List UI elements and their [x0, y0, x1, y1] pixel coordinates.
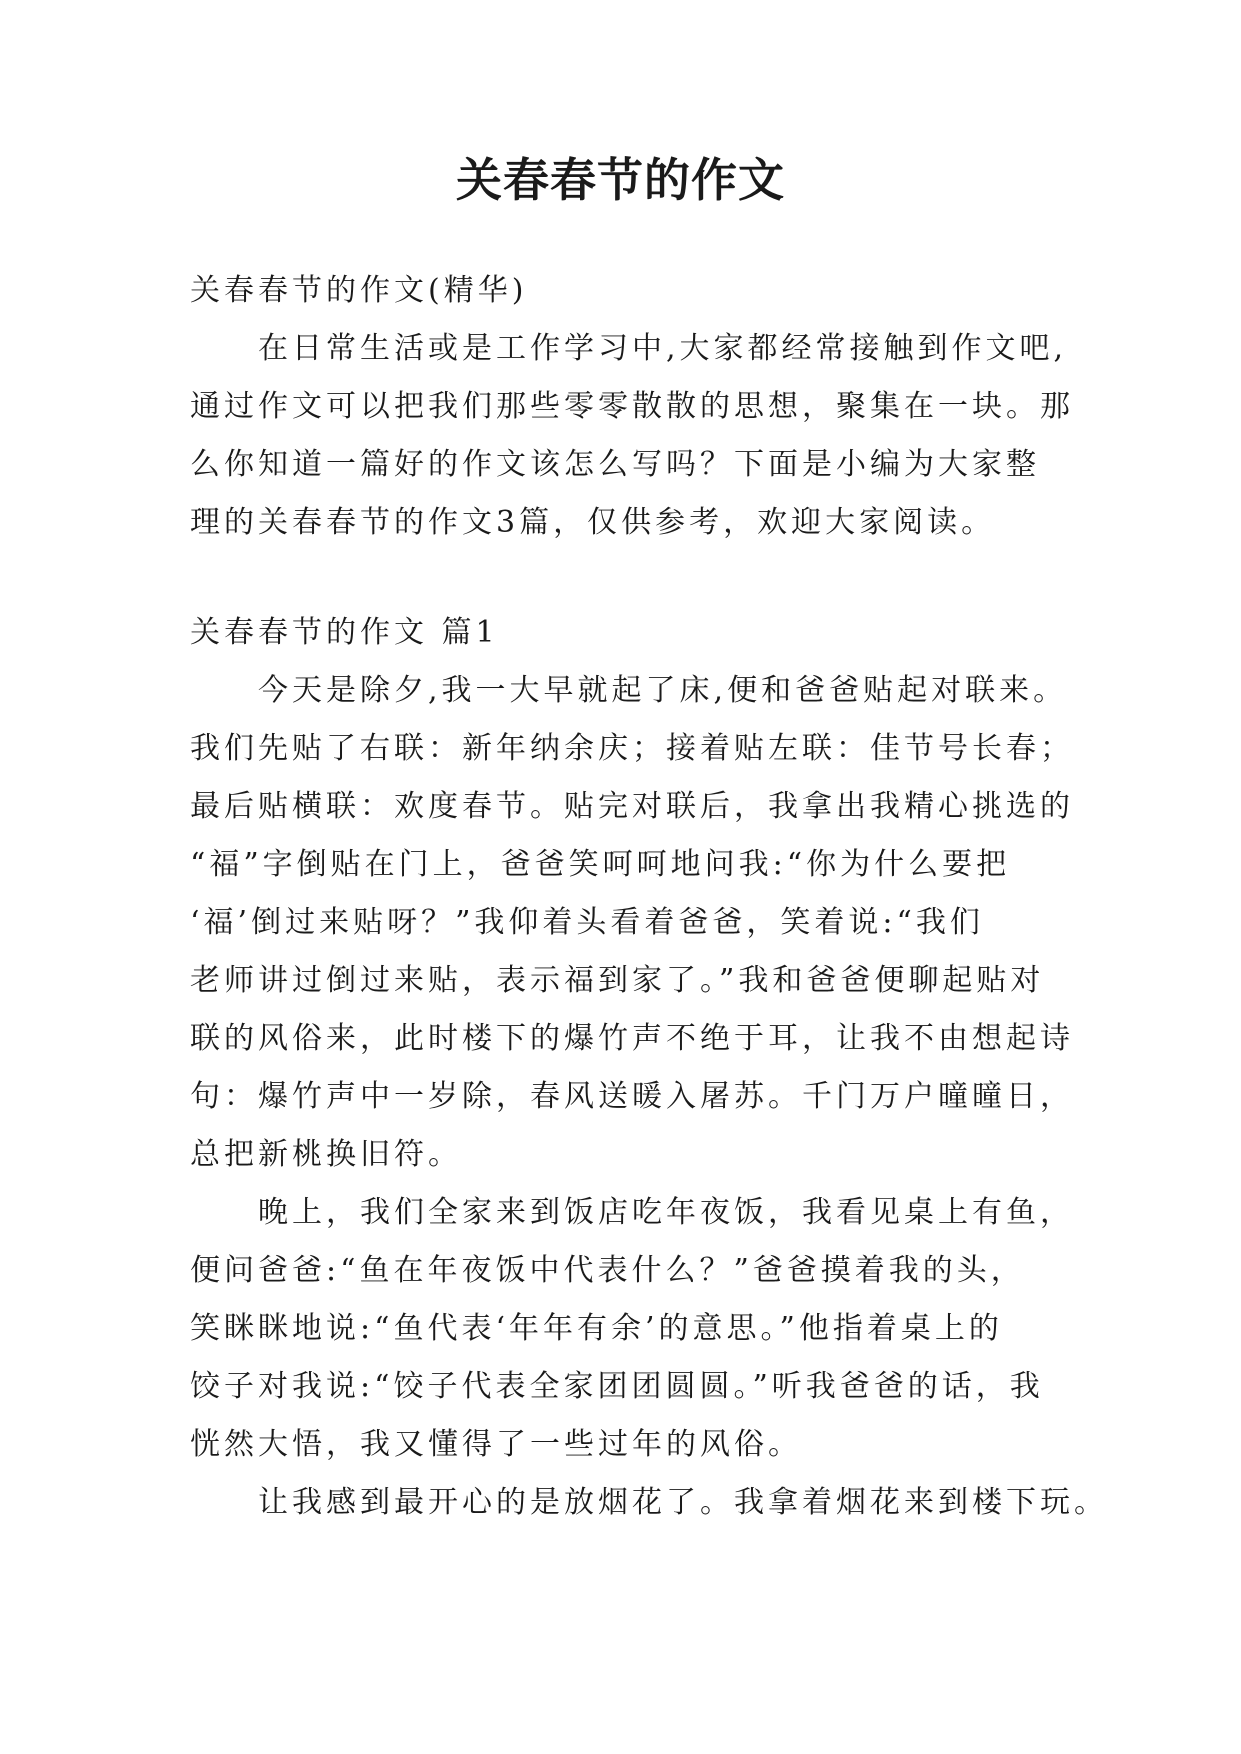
- text-line: 恍然大悟，我又懂得了一些过年的风俗。: [190, 1427, 802, 1462]
- text-line: “福”字倒贴在门上，爸爸笑呵呵地问我:“你为什么要把: [190, 847, 1011, 882]
- text-line: 关春春节的作文 篇1: [190, 615, 499, 650]
- paragraph-gap: [190, 552, 1060, 604]
- text-line: 老师讲过倒过来贴，表示福到家了。”我和爸爸便聊起贴对: [190, 963, 1045, 998]
- text-line: 理的关春春节的作文3篇，仅供参考，欢迎大家阅读。: [190, 505, 996, 540]
- document-title: 关春春节的作文: [456, 153, 785, 207]
- text-line: 通过作文可以把我们那些零零散散的思想，聚集在一块。那: [190, 389, 1074, 424]
- text-line: 便问爸爸:“鱼在年夜饭中代表什么？”爸爸摸着我的头，: [190, 1253, 1025, 1288]
- text-line: 我们先贴了右联：新年纳余庆；接着贴左联：佳节号长春；: [190, 731, 1074, 766]
- text-line: 联的风俗来，此时楼下的爆竹声不绝于耳，让我不由想起诗: [190, 1021, 1074, 1056]
- text-line: 在日常生活或是工作学习中,大家都经常接触到作文吧,: [258, 331, 1068, 366]
- text-line: 饺子对我说:“饺子代表全家团团圆圆。”听我爸爸的话，我: [190, 1369, 1044, 1404]
- text-line: 最后贴横联：欢度春节。贴完对联后，我拿出我精心挑选的: [190, 789, 1074, 824]
- text-line: 让我感到最开心的是放烟花了。我拿着烟花来到楼下玩。: [258, 1485, 1108, 1520]
- text-line: 晚上，我们全家来到饭店吃年夜饭，我看见桌上有鱼，: [258, 1195, 1074, 1230]
- text-line: 笑眯眯地说:“鱼代表‘年年有余’的意思。”他指着桌上的: [190, 1311, 1003, 1346]
- text-line: 今天是除夕,我一大早就起了床,便和爸爸贴起对联来。: [258, 673, 1068, 708]
- document-body: [190, 262, 1108, 1532]
- text-line: 关春春节的作文(精华): [190, 273, 528, 308]
- text-line: 么你知道一篇好的作文该怎么写吗？下面是小编为大家整: [190, 447, 1040, 482]
- text-line: 句：爆竹声中一岁除，春风送暖入屠苏。千门万户曈曈日，: [190, 1079, 1074, 1114]
- text-line: ‘福’倒过来贴呀？”我仰着头看着爸爸，笑着说:“我们: [190, 905, 984, 940]
- text-line: 总把新桃换旧符。: [190, 1137, 462, 1172]
